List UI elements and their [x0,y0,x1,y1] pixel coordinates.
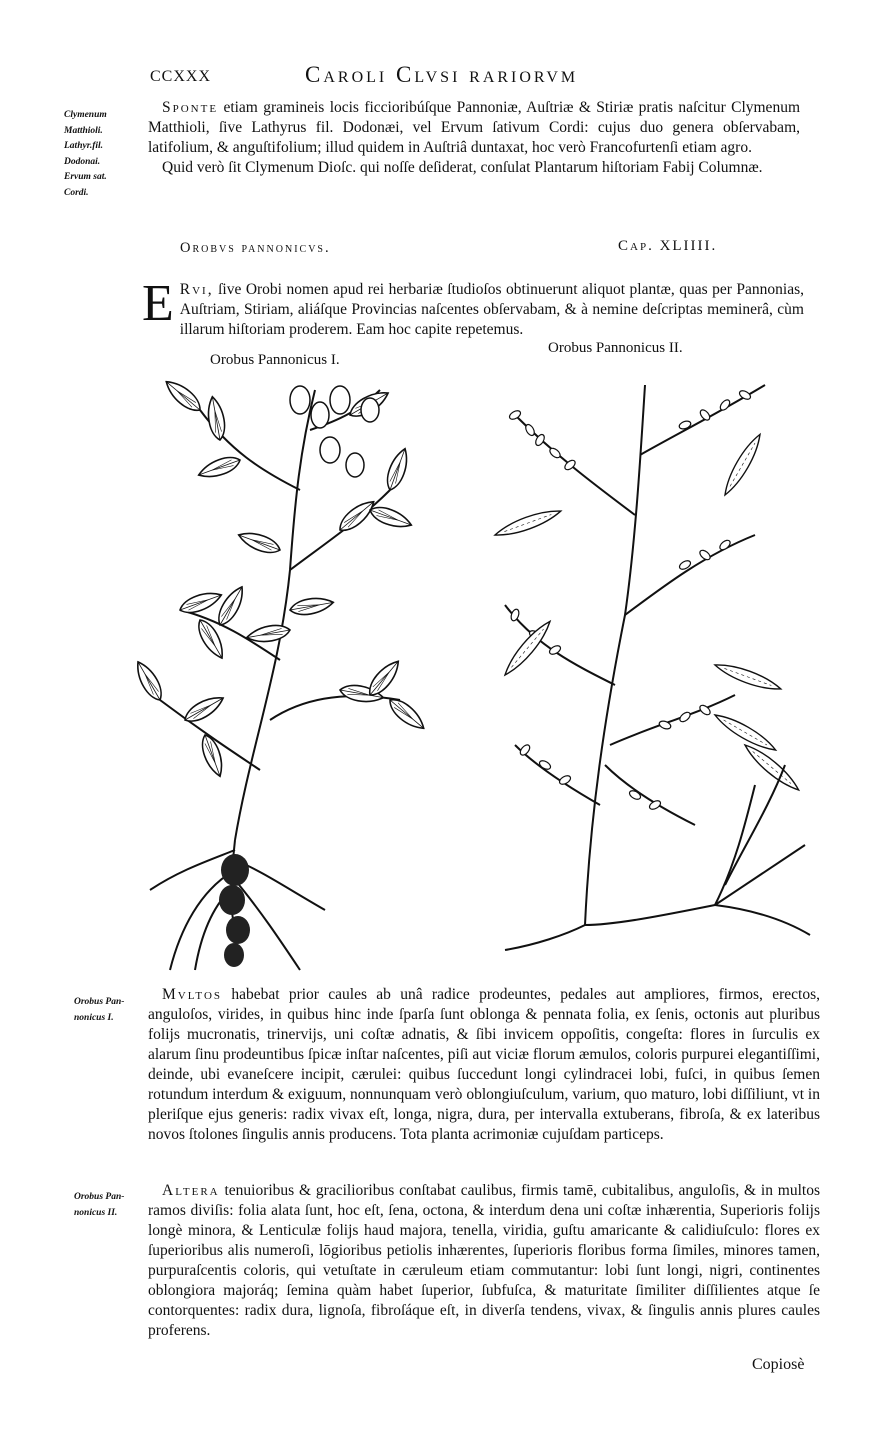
description-1-text: habebat prior caules ab unâ radice prodeuntes, pedales aut ampliores, firmos, erectos, anguloſos, virides, in quibus hinc inde ſparſa ſunt oblonga & pennata folia, ex ſenis, octonis aut pluribus folijs mucronatis, trinervijs, uni coſtæ adnatis, & ſibi invicem oppoſitis, congeſta: flores in ſurculis ex alarum ſinu prodeuntibus ſpicæ inſtar naſcentes, piſi aut viciæ florum æmulos, coloris purpurei elegantiſſimi, deinde, ubi evaneſcere incipit, cærulei: quibus ſuccedunt longi cylindracei lobi, fuſci, in quibus ſemen rotundum interdum & exiguum, nonnunquam verò oblongiuſculum, varium, quo maturo, lobi diſſiliunt, vt in pleriſque ejus generis: radix vivax eſt, longa, nigra, dura, per intervalla extuberans, fibroſa, & ex lateribus novos ſtolones ſingulis annis producens. Tota planta acrimoniæ cujuſdam particeps. [148,986,821,1143]
intro-text [148,98,800,178]
margin-note-line: Cordi. [64,187,89,198]
margin-note-orobus-2 [74,1190,146,1221]
running-header [150,62,750,96]
margin-note-line: Lathyr.fil. [64,141,104,151]
chapter-lead-word: Rvi, [179,281,214,298]
intro-paragraph-2: Quid verò ſit Clymenum Dioſc. qui noſſe deſiderat, conſulat Plantarum hiſtoriam Fabij Columnæ. [162,159,763,176]
intro-lead-word: Sponte [162,99,219,116]
chapter-number: Cap. XLIIII. [618,238,718,254]
margin-note-line: Dodonai. [64,156,101,167]
description-orobus-2 [148,1181,820,1341]
figure-caption-2: Orobus Pannonicus II. [548,340,683,356]
description-1-paragraph [148,985,820,1145]
margin-note-line: nonicus I. [74,1012,114,1023]
margin-note-line: nonicus II. [74,1207,118,1218]
margin-note-orobus-1 [74,995,146,1026]
intro-paragraph-1-text: etiam gramineis locis ficcioribúſque Pannoniæ, Auſtriæ & Stiriæ pratis naſcitur Clymenum Matthioli, ſive Lathyrus fil. Dodonæi, vel Ervum ſativum Cordi: cujus duo genera obſervabam, latifolium, & anguſtifolium; illud quidem in Auſtriâ duntaxat, hoc verò Francofurtenſi etiam agro. [148,99,800,156]
plant-tuber-1 [219,854,250,967]
plant-leaves-2 [508,389,752,811]
folio-number: CCXXX [150,68,212,85]
plant-pods-2 [493,431,803,794]
figure-caption-1: Orobus Pannonicus I. [210,352,340,368]
margin-note-line: Orobus Pan- [74,997,125,1007]
margin-note-line: Clymenum [64,110,107,120]
section-title: Orobvs pannonicvs. [180,240,331,256]
plant-root-2 [505,765,810,950]
intro-paragraph-1 [148,98,800,158]
plant-leaves-1 [132,376,429,779]
margin-note-line: Orobus Pan- [74,1192,125,1202]
description-2-lead-word: Altera [162,1182,220,1199]
chapter-intro-text: ſive Orobi nomen apud rei herbariæ ſtudioſos obtinuerunt aliquot plantæ, quas per Pannonias, Auſtriam, Stiriam, aliáſque Provincias naſcentes obſervabam, & à nemine deſcriptas meminerâ, cùm illarum hiſtoriam proderem. Eam hoc capite repetemus. [179,281,804,338]
description-1-lead-word: Mvltos [162,986,223,1003]
drop-cap: E [142,275,174,332]
description-2-paragraph [148,1181,820,1341]
description-2-text: tenuioribus & gracilioribus conſtabat caulibus, firmis tamē, cubitalibus, anguloſis, & in multos ramos diviſis: folia alata ſunt, hoc eſt, ſena, octona, & interdum dena uni coſtæ inhærentia, Superioris folijs longè minora, & Lenticulæ folijs haud majora, tenella, viridia, guſtu amaricante & calidiuſculo: flores ex ſuperioribus alis numeroſi, lōgioribus petiolis inhærentes, ſuperioris floribus forma ſimiles, minores tamen, purpuraſcentis coloris, qui vetuſtate in cæruleum etiam commutantur: lobi ſunt longi, nigri, continentes oblongiora majoráq; ſemina quàm habet ſuperior, ſubfuſca, & maturitate ſimiliter diſſilientes atque ſe contorquentes: radix dura, lignoſa, fibroſáque eſt, in diverſa tendens, vivax, & ſingulis annis plures caules proferens. [148,1182,821,1339]
plant-flowers-1 [290,386,379,477]
catchword: Copiosè [752,1356,805,1373]
margin-note-line: Ervum sat. [64,172,107,182]
running-title: Caroli Clvsi rariorvm [305,62,579,87]
margin-note-line: Matthioli. [64,125,103,136]
figure-orobus-pannonicus-1 [140,370,480,980]
description-orobus-1 [148,985,820,1145]
figure-orobus-pannonicus-2 [485,365,815,955]
margin-note-clymenum [64,108,144,201]
chapter-intro [142,275,804,340]
plant-stems-2 [505,385,765,925]
plant-stems-1 [160,390,400,840]
